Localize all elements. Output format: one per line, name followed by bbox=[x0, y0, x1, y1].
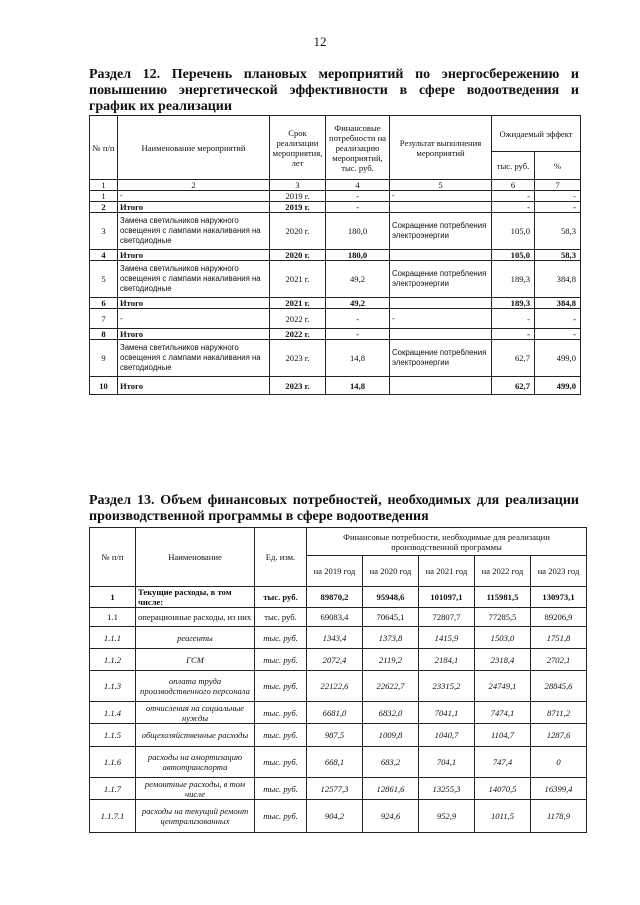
measure-name: Замена светильников наружного освещения с лампами накаливания на светодиодные bbox=[118, 340, 270, 377]
year-value: 1009,8 bbox=[363, 724, 419, 747]
header-unit: Ед. изм. bbox=[255, 528, 307, 587]
row-number: 3 bbox=[90, 213, 118, 250]
row-number: 8 bbox=[90, 329, 118, 340]
measure-term: 2019 г. bbox=[270, 191, 326, 202]
effect-percent: 499,0 bbox=[535, 340, 581, 377]
col-number: 5 bbox=[390, 180, 492, 191]
table-row bbox=[90, 747, 587, 778]
row-number: 7 bbox=[90, 309, 118, 329]
section-13-title: Раздел 13. Объем финансовых потребностей, необходимых для реализации производственной программы в сфере водоотведения bbox=[89, 493, 579, 524]
effect-percent: 384,8 bbox=[535, 298, 581, 309]
col-number: 1 bbox=[90, 180, 118, 191]
measure-name: Итого bbox=[118, 377, 270, 395]
energy-saving-measures-table bbox=[89, 115, 581, 395]
row-number: 1.1.2 bbox=[90, 649, 136, 671]
header-effect-abs: тыс. руб. bbox=[492, 152, 535, 180]
unit-cell: тыс. руб. bbox=[255, 724, 307, 747]
year-value: 683,2 bbox=[363, 747, 419, 778]
effect-value: 189,3 bbox=[492, 298, 535, 309]
row-number: 2 bbox=[90, 202, 118, 213]
finance-value: - bbox=[326, 191, 390, 202]
expense-name: операционные расходы, из них bbox=[136, 608, 255, 627]
unit-cell: тыс. руб. bbox=[255, 778, 307, 800]
row-number: 1.1.4 bbox=[90, 702, 136, 724]
unit-cell: тыс. руб. bbox=[255, 800, 307, 833]
row-number: 1.1.1 bbox=[90, 627, 136, 649]
result-text bbox=[390, 298, 492, 309]
year-value: 95948,6 bbox=[363, 587, 419, 608]
unit-cell: тыс. руб. bbox=[255, 627, 307, 649]
measure-term: 2021 г. bbox=[270, 261, 326, 298]
unit-cell: тыс. руб. bbox=[255, 702, 307, 724]
row-number: 1.1.5 bbox=[90, 724, 136, 747]
finance-value: - bbox=[326, 202, 390, 213]
year-value: 1178,9 bbox=[531, 800, 587, 833]
expense-name: отчисления на социальные нужды bbox=[136, 702, 255, 724]
table-row bbox=[90, 329, 581, 340]
year-value: 1751,8 bbox=[531, 627, 587, 649]
effect-percent: - bbox=[535, 309, 581, 329]
measure-name: Замена светильников наружного освещения с лампами накаливания на светодиодные bbox=[118, 261, 270, 298]
unit-cell: тыс. руб. bbox=[255, 747, 307, 778]
table-row bbox=[90, 309, 581, 329]
finance-value: - bbox=[326, 309, 390, 329]
measure-term: 2019 г. bbox=[270, 202, 326, 213]
col-number: 2 bbox=[118, 180, 270, 191]
effect-value: 62,7 bbox=[492, 340, 535, 377]
header-term: Срок реализации мероприятия, лет bbox=[270, 116, 326, 180]
year-value: 1104,7 bbox=[475, 724, 531, 747]
result-text: Сокращение потребления электроэнергии bbox=[390, 213, 492, 250]
year-value: 1503,0 bbox=[475, 627, 531, 649]
year-value: 70645,1 bbox=[363, 608, 419, 627]
header-year: на 2023 год bbox=[531, 556, 587, 587]
header-name: Наименование мероприятий bbox=[118, 116, 270, 180]
result-text: Сокращение потребления электроэнергии bbox=[390, 261, 492, 298]
result-text bbox=[390, 202, 492, 213]
measure-name: Итого bbox=[118, 202, 270, 213]
measure-name: Итого bbox=[118, 298, 270, 309]
table-row bbox=[90, 250, 581, 261]
year-value: 89870,2 bbox=[307, 587, 363, 608]
year-value: 23315,2 bbox=[419, 671, 475, 702]
year-value: 16399,4 bbox=[531, 778, 587, 800]
header-effect-pct: % bbox=[535, 152, 581, 180]
year-value: 7041,1 bbox=[419, 702, 475, 724]
table-row bbox=[90, 298, 581, 309]
year-value: 101097,1 bbox=[419, 587, 475, 608]
unit-cell: тыс. руб. bbox=[255, 587, 307, 608]
finance-value: 14,8 bbox=[326, 340, 390, 377]
effect-value: 62,7 bbox=[492, 377, 535, 395]
row-number: 10 bbox=[90, 377, 118, 395]
unit-cell: тыс. руб. bbox=[255, 671, 307, 702]
year-value: 89206,9 bbox=[531, 608, 587, 627]
year-value: 924,6 bbox=[363, 800, 419, 833]
effect-percent: 58,3 bbox=[535, 213, 581, 250]
year-value: 72807,7 bbox=[419, 608, 475, 627]
year-value: 6681,0 bbox=[307, 702, 363, 724]
measure-term: 2022 г. bbox=[270, 309, 326, 329]
measure-name: - bbox=[118, 309, 270, 329]
expense-name: расходы на амортизацию автотранспорта bbox=[136, 747, 255, 778]
header-effect: Ожидаемый эффект bbox=[492, 116, 581, 152]
measure-term: 2023 г. bbox=[270, 340, 326, 377]
expense-name: оплата труда производственного персонала bbox=[136, 671, 255, 702]
row-number: 1.1.7 bbox=[90, 778, 136, 800]
effect-percent: - bbox=[535, 202, 581, 213]
effect-value: - bbox=[492, 309, 535, 329]
year-value: 14070,5 bbox=[475, 778, 531, 800]
result-text: Сокращение потребления электроэнергии bbox=[390, 340, 492, 377]
year-value: 747,4 bbox=[475, 747, 531, 778]
measure-term: 2023 г. bbox=[270, 377, 326, 395]
row-number: 1.1.6 bbox=[90, 747, 136, 778]
year-value: 28845,6 bbox=[531, 671, 587, 702]
effect-value: - bbox=[492, 329, 535, 340]
table-row bbox=[90, 724, 587, 747]
row-number: 1 bbox=[90, 191, 118, 202]
effect-value: - bbox=[492, 191, 535, 202]
table-row bbox=[90, 213, 581, 250]
year-value: 12577,3 bbox=[307, 778, 363, 800]
expense-name: ремонтные расходы, в том числе bbox=[136, 778, 255, 800]
header-name: Наименование bbox=[136, 528, 255, 587]
table-row bbox=[90, 800, 587, 833]
financial-needs-table bbox=[89, 527, 587, 833]
finance-value: 180,0 bbox=[326, 213, 390, 250]
finance-value: 49,2 bbox=[326, 298, 390, 309]
year-value: 1343,4 bbox=[307, 627, 363, 649]
row-number: 1.1 bbox=[90, 608, 136, 627]
header-year: на 2020 год bbox=[363, 556, 419, 587]
year-value: 2184,1 bbox=[419, 649, 475, 671]
result-text: - bbox=[390, 191, 492, 202]
expense-name: реагенты bbox=[136, 627, 255, 649]
year-value: 987,5 bbox=[307, 724, 363, 747]
effect-percent: - bbox=[535, 191, 581, 202]
measure-name: Итого bbox=[118, 329, 270, 340]
col-number: 7 bbox=[535, 180, 581, 191]
row-number: 1.1.7.1 bbox=[90, 800, 136, 833]
measure-name: Итого bbox=[118, 250, 270, 261]
unit-cell: тыс. руб. bbox=[255, 608, 307, 627]
table-row bbox=[90, 377, 581, 395]
col-number: 4 bbox=[326, 180, 390, 191]
year-value: 1040,7 bbox=[419, 724, 475, 747]
finance-value: - bbox=[326, 329, 390, 340]
effect-percent: 499,0 bbox=[535, 377, 581, 395]
row-number: 9 bbox=[90, 340, 118, 377]
header-num: № п/п bbox=[90, 116, 118, 180]
header-year: на 2021 год bbox=[419, 556, 475, 587]
table-row bbox=[90, 649, 587, 671]
table-row bbox=[90, 671, 587, 702]
year-value: 704,1 bbox=[419, 747, 475, 778]
year-value: 22122,6 bbox=[307, 671, 363, 702]
year-value: 12861,6 bbox=[363, 778, 419, 800]
expense-name: расходы на текущий ремонт централизованных bbox=[136, 800, 255, 833]
year-value: 24749,1 bbox=[475, 671, 531, 702]
measure-term: 2022 г. bbox=[270, 329, 326, 340]
page-number: 12 bbox=[313, 34, 327, 49]
measure-term: 2021 г. bbox=[270, 298, 326, 309]
measure-term: 2020 г. bbox=[270, 250, 326, 261]
year-value: 6832,0 bbox=[363, 702, 419, 724]
result-text bbox=[390, 329, 492, 340]
effect-value: 189,3 bbox=[492, 261, 535, 298]
year-value: 69083,4 bbox=[307, 608, 363, 627]
year-value: 1011,5 bbox=[475, 800, 531, 833]
table-row bbox=[90, 608, 587, 627]
header-year: на 2022 год bbox=[475, 556, 531, 587]
table-row bbox=[90, 778, 587, 800]
finance-value: 49,2 bbox=[326, 261, 390, 298]
result-text bbox=[390, 377, 492, 395]
header-result: Результат выполнения мероприятий bbox=[390, 116, 492, 180]
effect-value: 105,0 bbox=[492, 213, 535, 250]
header-num: № п/п bbox=[90, 528, 136, 587]
row-number: 1.1.3 bbox=[90, 671, 136, 702]
year-value: 668,1 bbox=[307, 747, 363, 778]
year-value: 2318,4 bbox=[475, 649, 531, 671]
year-value: 115981,5 bbox=[475, 587, 531, 608]
row-number: 5 bbox=[90, 261, 118, 298]
header-financial-needs: Финансовые потребности, необходимые для реализации производственной программы bbox=[307, 528, 587, 556]
effect-percent: 58,3 bbox=[535, 250, 581, 261]
year-value: 1373,8 bbox=[363, 627, 419, 649]
measure-name: Замена светильников наружного освещения с лампами накаливания на светодиодные bbox=[118, 213, 270, 250]
header-year: на 2019 год bbox=[307, 556, 363, 587]
year-value: 13255,3 bbox=[419, 778, 475, 800]
unit-cell: тыс. руб. bbox=[255, 649, 307, 671]
row-number: 4 bbox=[90, 250, 118, 261]
finance-value: 180,0 bbox=[326, 250, 390, 261]
result-text: - bbox=[390, 309, 492, 329]
year-value: 22622,7 bbox=[363, 671, 419, 702]
row-number: 6 bbox=[90, 298, 118, 309]
year-value: 77285,5 bbox=[475, 608, 531, 627]
table-row bbox=[90, 340, 581, 377]
table-row bbox=[90, 587, 587, 608]
col-number: 6 bbox=[492, 180, 535, 191]
table-row bbox=[90, 202, 581, 213]
year-value: 1415,9 bbox=[419, 627, 475, 649]
expense-name: Текущие расходы, в том числе: bbox=[136, 587, 255, 608]
table-row bbox=[90, 261, 581, 298]
year-value: 952,9 bbox=[419, 800, 475, 833]
effect-percent: - bbox=[535, 329, 581, 340]
row-number: 1 bbox=[90, 587, 136, 608]
effect-value: - bbox=[492, 202, 535, 213]
col-number: 3 bbox=[270, 180, 326, 191]
year-value: 1287,6 bbox=[531, 724, 587, 747]
year-value: 130973,1 bbox=[531, 587, 587, 608]
year-value: 7474,1 bbox=[475, 702, 531, 724]
year-value: 2702,1 bbox=[531, 649, 587, 671]
year-value: 904,2 bbox=[307, 800, 363, 833]
expense-name: общехозяйственные расходы bbox=[136, 724, 255, 747]
effect-value: 105,0 bbox=[492, 250, 535, 261]
measure-name: - bbox=[118, 191, 270, 202]
result-text bbox=[390, 250, 492, 261]
year-value: 2119,2 bbox=[363, 649, 419, 671]
table-row bbox=[90, 702, 587, 724]
expense-name: ГСМ bbox=[136, 649, 255, 671]
year-value: 8711,2 bbox=[531, 702, 587, 724]
section-12-title: Раздел 12. Перечень плановых мероприятий по энергосбережению и повышению энергетической эффективности в сфере водоотведения и график их реализации bbox=[89, 67, 579, 114]
effect-percent: 384,8 bbox=[535, 261, 581, 298]
finance-value: 14,8 bbox=[326, 377, 390, 395]
header-finance: Финансовые потребности на реализацию мероприятий, тыс. руб. bbox=[326, 116, 390, 180]
measure-term: 2020 г. bbox=[270, 213, 326, 250]
table-row bbox=[90, 191, 581, 202]
year-value: 0 bbox=[531, 747, 587, 778]
year-value: 2072,4 bbox=[307, 649, 363, 671]
table-row bbox=[90, 627, 587, 649]
